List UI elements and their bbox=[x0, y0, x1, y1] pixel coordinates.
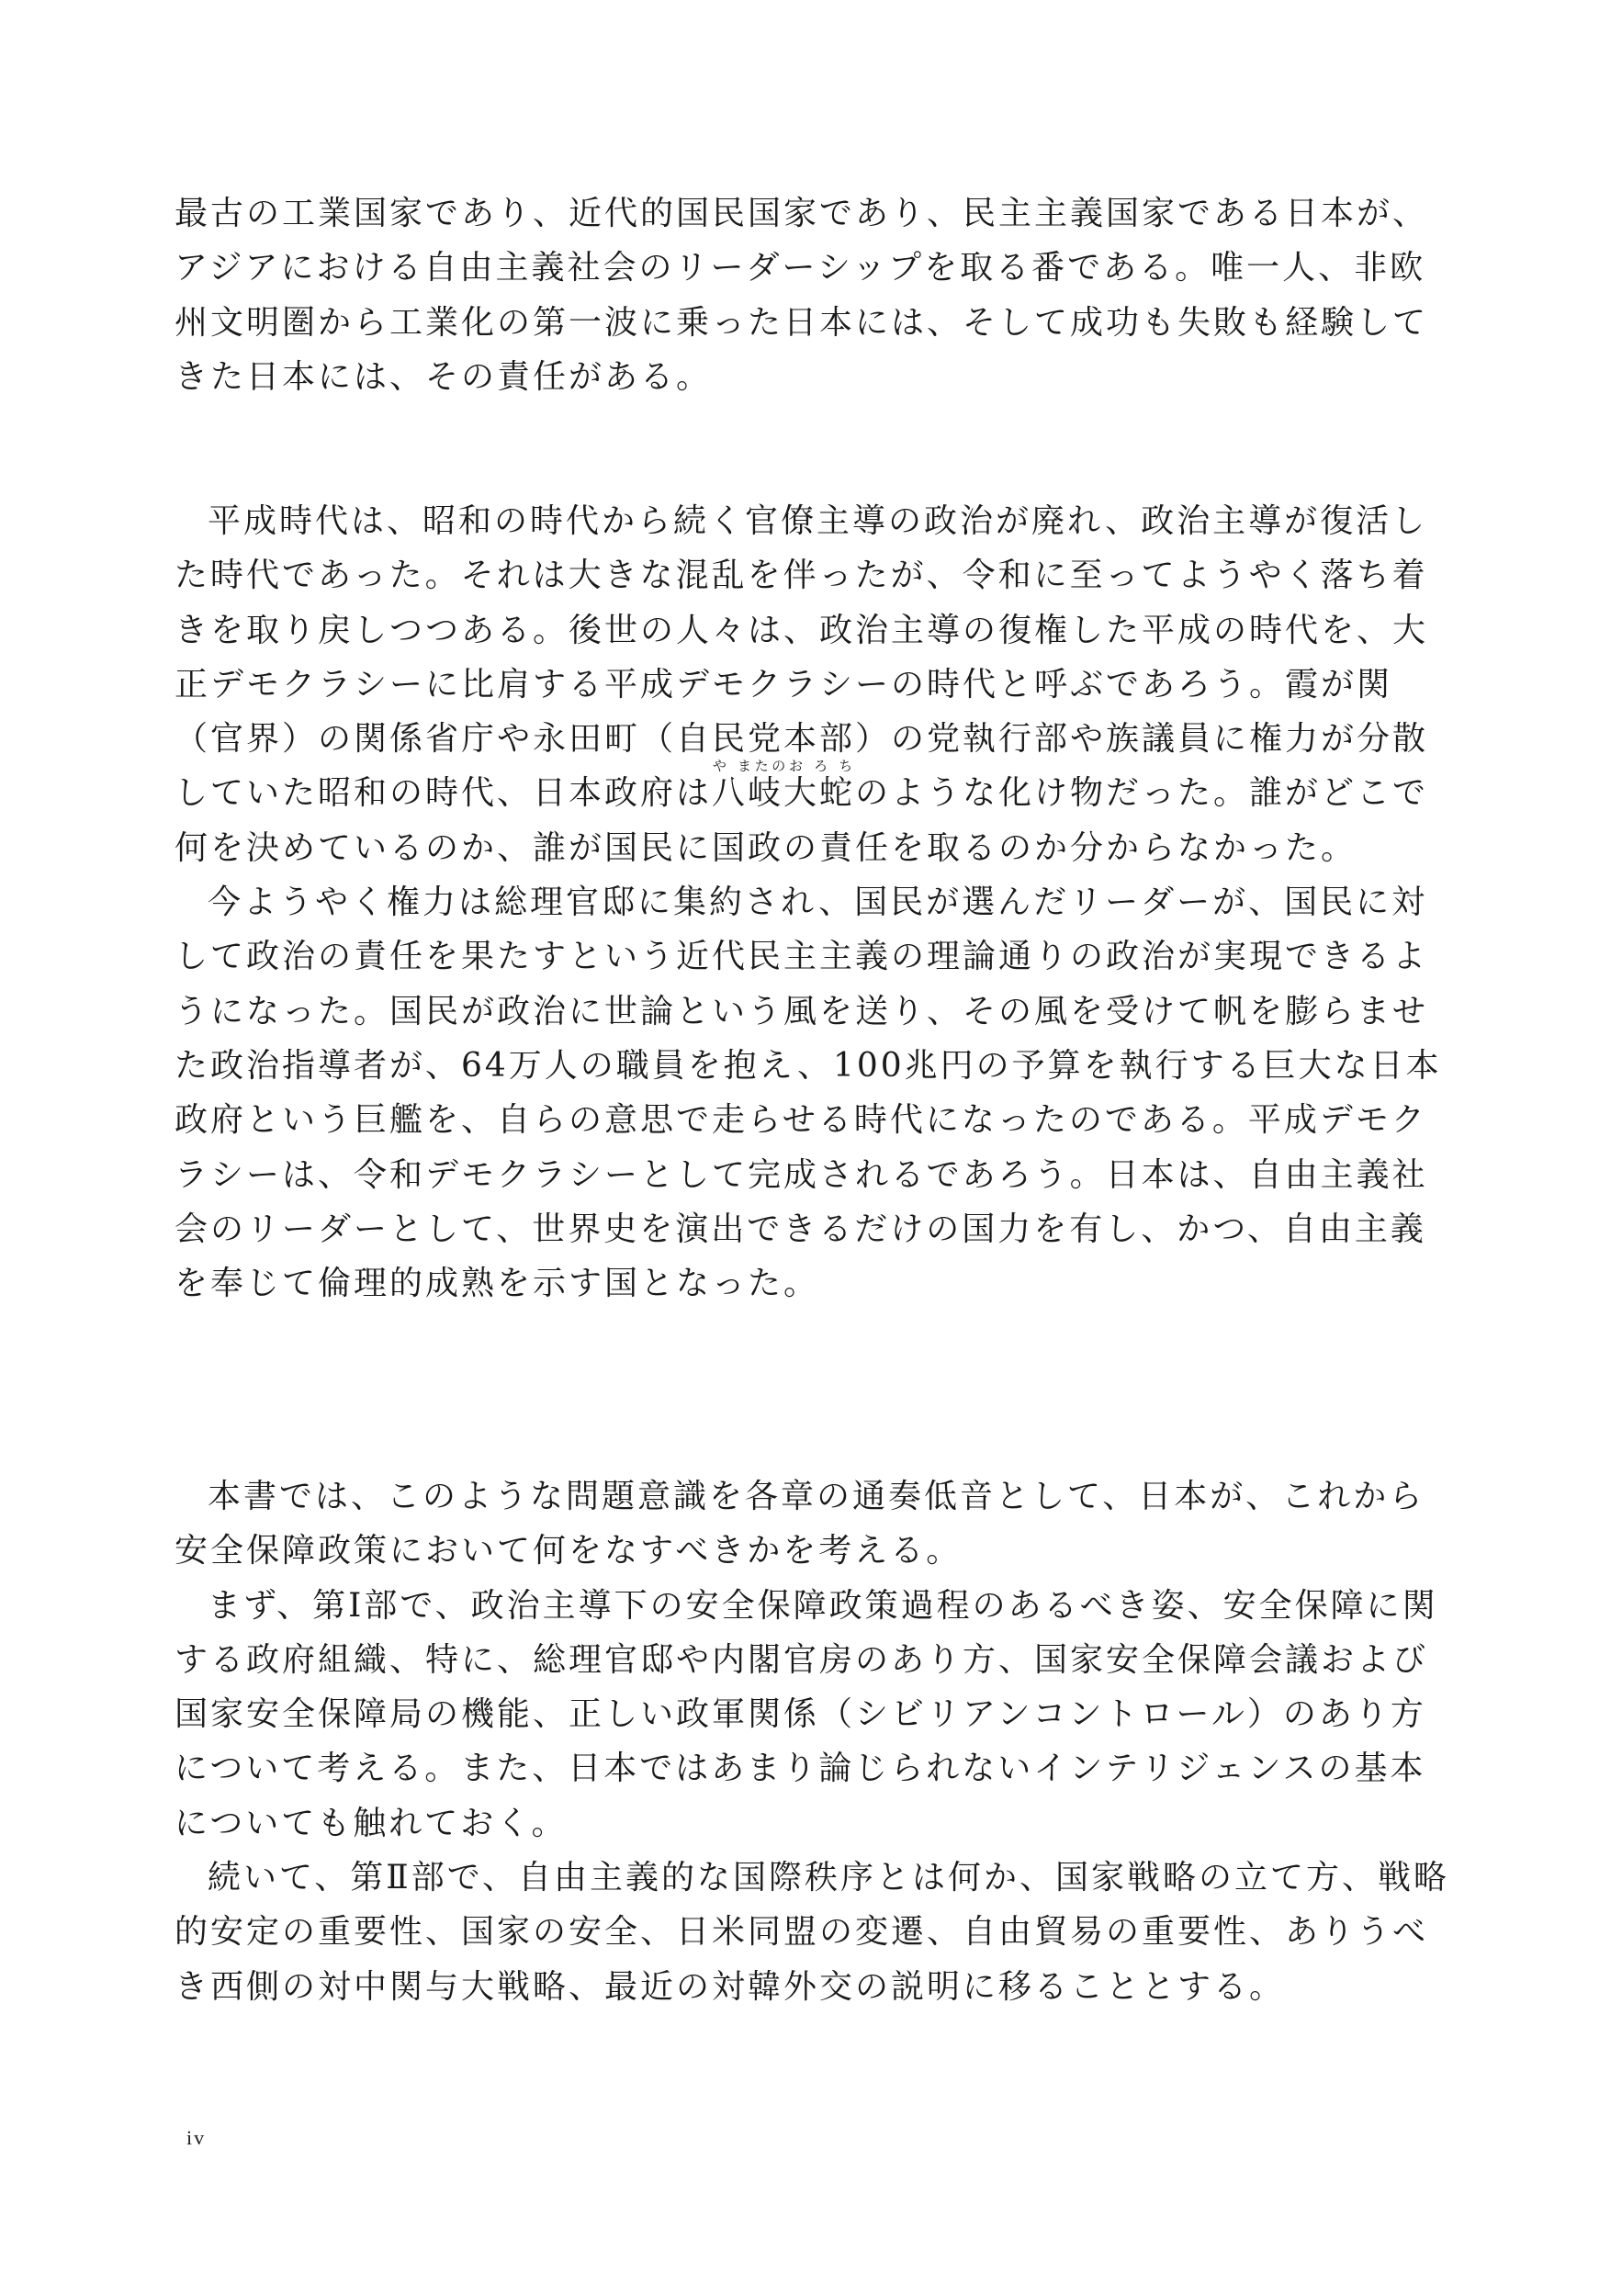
paragraph-4: 本書では、このような問題意識を各章の通奏低音として、日本が、これから安全保障政策において何をなすべきかを考える。 bbox=[175, 1478, 1425, 1570]
paragraph-5: まず、第Ⅰ部で、政治主導下の安全保障政策過程のあるべき姿、安全保障に関する政府組織、特に、総理官邸や内閣官房のあり方、国家安全保障会議および国家安全保障局の機能、正しい政軍関係（シビリアンコントロール）のあり方について考える。また、日本ではあまり論じられないインテリジェンスの基本についても触れておく。 bbox=[175, 1586, 1438, 1842]
text-section-1 bbox=[175, 186, 1451, 404]
ruby-reading: や またのお ろ ち bbox=[712, 758, 856, 775]
paragraph-2-text-after: のような化け物だった。誰がどこで何を決めているのか、誰が国民に国政の責任を取るのか分からなかった。 bbox=[175, 774, 1429, 867]
paragraph-3: 今ようやく権力は総理官邸に集約され、国民が選んだリーダーが、国民に対して政治の責任を果たすという近代民主主義の理論通りの政治が実現できるようになった。国民が政治に世論という風を送り、その風を受けて帆を膨らませた政治指導者が、64万人の職員を抱え、100兆円の予算を執行する巨大な日本政府という巨艦を、自らの意思で走らせる時代になったのである。平成デモクラシーは、令和デモクラシーとして完成されるであろう。日本は、自由主義社会のリーダーとして、世界史を演出できるだけの国力を有し、かつ、自由主義を奉じて倫理的成熟を示す国となった。 bbox=[175, 884, 1442, 1303]
ruby-yamata-no-orochi bbox=[712, 758, 856, 813]
ruby-base: 八岐大蛇 bbox=[712, 774, 856, 813]
text-section-3 bbox=[175, 1469, 1451, 2014]
paragraph-6: 続いて、第Ⅱ部で、自由主義的な国際秩序とは何か、国家戦略の立て方、戦略的安定の重要性、国家の安全、日米同盟の変遷、自由貿易の重要性、ありうべき西側の対中関与大戦略、最近の対韓外交の説明に移ることとする。 bbox=[175, 1859, 1450, 2006]
paragraph-1: 最古の工業国家であり、近代的国民国家であり、民主主義国家である日本が、アジアにおける自由主義社会のリーダーシップを取る番である。唯一人、非欧州文明圏から工業化の第一波に乗った日本には、そして成功も失敗も経験してきた日本には、その責任がある。 bbox=[175, 195, 1429, 396]
paragraph-2-text: 平成時代は、昭和の時代から続く官僚主導の政治が廃れ、政治主導が復活した時代であった。それは大きな混乱を伴ったが、令和に至ってようやく落ち着きを取り戻しつつある。後世の人々は、政治主導の復権した平成の時代を、大正デモクラシーに比肩する平成デモクラシーの時代と呼ぶであろう。霞が関（官界）の関係省庁や永田町（自民党本部）の党執行部や族議員に権力が分散していた昭和の時代、日本政府は bbox=[175, 502, 1429, 813]
paragraph-2 bbox=[175, 494, 1451, 875]
text-section-2 bbox=[175, 494, 1451, 1311]
page-number: iv bbox=[186, 2126, 207, 2149]
